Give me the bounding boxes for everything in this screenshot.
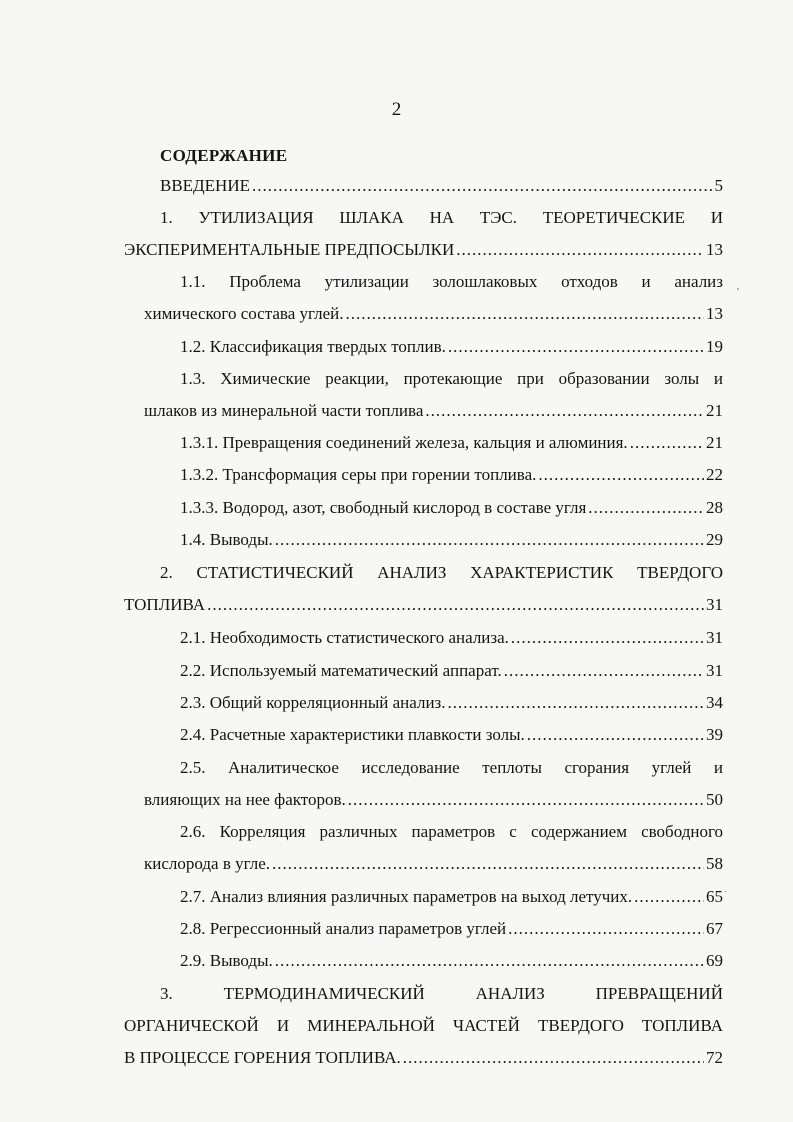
toc-entry-title: влияющих на нее факторов. <box>144 790 346 809</box>
toc-chapter-2-line-1[interactable]: 2. СТАТИСТИЧЕСКИЙ АНАЛИЗ ХАРАКТЕРИСТИК ТВЕРДОГО <box>160 563 723 582</box>
toc-section-2-4[interactable] <box>180 723 723 747</box>
toc-entry-page: 34 <box>706 693 723 712</box>
toc-chapter-2-line-2[interactable] <box>124 593 723 617</box>
toc-entry-page: 29 <box>706 530 723 549</box>
toc-entry-title: 1.3.1. Превращения соединений железа, кальция и алюминия. <box>180 433 628 452</box>
toc-entry-page: 58 <box>706 854 723 873</box>
toc-chapter-1-line-2[interactable] <box>124 238 723 262</box>
toc-section-1-4[interactable] <box>180 528 723 552</box>
toc-section-2-7[interactable] <box>180 885 723 909</box>
leader-dots <box>348 788 704 812</box>
toc-entry-page: 67 <box>706 919 723 938</box>
toc-section-2-9[interactable] <box>180 949 723 973</box>
leader-dots <box>272 852 704 876</box>
toc-chapter-3-line-2[interactable]: ОРГАНИЧЕСКОЙ И МИНЕРАЛЬНОЙ ЧАСТЕЙ ТВЕРДОГО ТОПЛИВА <box>124 1016 723 1035</box>
toc-entry-title: 1.2. Классификация твердых топлив. <box>180 337 446 356</box>
toc-chapter-3-line-3[interactable] <box>124 1046 723 1070</box>
leader-dots <box>456 238 704 262</box>
toc-entry-page: 13 <box>706 304 723 323</box>
toc-section-2-2[interactable] <box>180 659 723 683</box>
leader-dots <box>448 691 704 715</box>
toc-entry-title: 2.8. Регрессионный анализ параметров углей <box>180 919 507 938</box>
toc-entry-title: 2.1. Необходимость статистического анализа. <box>180 628 509 647</box>
leader-dots <box>403 1046 704 1070</box>
toc-entry-title: 1.3.3. Водород, азот, свободный кислород в составе угля <box>180 498 587 517</box>
toc-entry-title: 1.4. Выводы. <box>180 530 273 549</box>
toc-entry-page: 13 <box>706 240 723 259</box>
leader-dots <box>588 496 704 520</box>
leader-dots <box>527 723 704 747</box>
toc-entry-page: 22 <box>706 465 723 484</box>
toc-section-1-1-line-1[interactable]: 1.1. Проблема утилизации золошлаковых отходов и анализ <box>180 272 723 291</box>
toc-entry-page: 31 <box>706 628 723 647</box>
toc-entry-page: 69 <box>706 951 723 970</box>
toc-section-1-3-1[interactable] <box>180 431 723 455</box>
toc-section-1-3-2[interactable] <box>180 463 723 487</box>
toc-entry-page: 39 <box>706 725 723 744</box>
toc-entry-title: ВВЕДЕНИЕ <box>160 176 250 195</box>
toc-entry-title: 2.4. Расчетные характеристики плавкости золы. <box>180 725 525 744</box>
toc-entry-title: 2.9. Выводы. <box>180 951 273 970</box>
toc-section-2-6-line-2[interactable] <box>144 852 723 876</box>
toc-entry-title: ЭКСПЕРИМЕНТАЛЬНЫЕ ПРЕДПОСЫЛКИ <box>124 240 455 259</box>
toc-entry-page: 50 <box>706 790 723 809</box>
toc-section-1-3-line-2[interactable] <box>144 399 723 423</box>
toc-entry-page: 28 <box>706 498 723 517</box>
toc-entry-title: химического состава углей. <box>144 304 344 323</box>
toc-entry-page: 31 <box>706 661 723 680</box>
leader-dots <box>252 174 713 198</box>
leader-dots <box>538 463 704 487</box>
toc-entry-title: шлаков из минеральной части топлива <box>144 401 424 420</box>
toc-chapter-3-line-1[interactable]: 3. ТЕРМОДИНАМИЧЕСКИЙ АНАЛИЗ ПРЕВРАЩЕНИЙ <box>160 984 723 1003</box>
toc-entry-page: 65 <box>706 887 723 906</box>
toc-entry-title: кислорода в угле. <box>144 854 271 873</box>
leader-dots <box>275 949 704 973</box>
toc-entry-page: 72 <box>706 1048 723 1067</box>
toc-section-2-5-line-2[interactable] <box>144 788 723 812</box>
toc-entry-title: 1.3.2. Трансформация серы при горении топлива. <box>180 465 537 484</box>
toc-section-1-2[interactable] <box>180 335 723 359</box>
toc-entry-intro[interactable] <box>160 174 723 198</box>
leader-dots <box>508 917 704 941</box>
leader-dots <box>275 528 704 552</box>
toc-entry-page: 31 <box>706 595 723 614</box>
toc-section-2-6-line-1[interactable]: 2.6. Корреляция различных параметров с содержанием свободного <box>180 822 723 841</box>
toc-entry-title: 2.3. Общий корреляционный анализ. <box>180 693 446 712</box>
toc-entry-title: ТОПЛИВА <box>124 595 206 614</box>
leader-dots <box>511 626 704 650</box>
scan-speck: ‚ <box>736 280 740 292</box>
page-number: 2 <box>391 99 402 120</box>
toc-entry-page: 5 <box>714 176 723 195</box>
leader-dots <box>425 399 704 423</box>
toc-section-2-5-line-1[interactable]: 2.5. Аналитическое исследование теплоты сгорания углей и <box>180 758 723 777</box>
scan-speck: · <box>724 886 728 898</box>
toc-section-1-1-line-2[interactable] <box>144 302 723 326</box>
toc-entry-title: В ПРОЦЕССЕ ГОРЕНИЯ ТОПЛИВА. <box>124 1048 401 1067</box>
toc-heading: СОДЕРЖАНИЕ <box>160 146 288 165</box>
leader-dots <box>504 659 704 683</box>
leader-dots <box>346 302 705 326</box>
toc-section-2-1[interactable] <box>180 626 723 650</box>
toc-section-2-3[interactable] <box>180 691 723 715</box>
toc-chapter-1-line-1[interactable]: 1. УТИЛИЗАЦИЯ ШЛАКА НА ТЭС. ТЕОРЕТИЧЕСКИЕ И <box>160 208 723 227</box>
toc-entry-page: 19 <box>706 337 723 356</box>
leader-dots <box>207 593 704 617</box>
toc-entry-title: 2.2. Используемый математический аппарат. <box>180 661 502 680</box>
toc-entry-page: 21 <box>706 433 723 452</box>
toc-section-2-8[interactable] <box>180 917 723 941</box>
leader-dots <box>630 431 704 455</box>
toc-entry-page: 21 <box>706 401 723 420</box>
toc-section-1-3-3[interactable] <box>180 496 723 520</box>
leader-dots <box>448 335 704 359</box>
leader-dots <box>634 885 704 909</box>
toc-entry-title: 2.7. Анализ влияния различных параметров на выход летучих. <box>180 887 633 906</box>
toc-section-1-3-line-1[interactable]: 1.3. Химические реакции, протекающие при образовании золы и <box>180 369 723 388</box>
